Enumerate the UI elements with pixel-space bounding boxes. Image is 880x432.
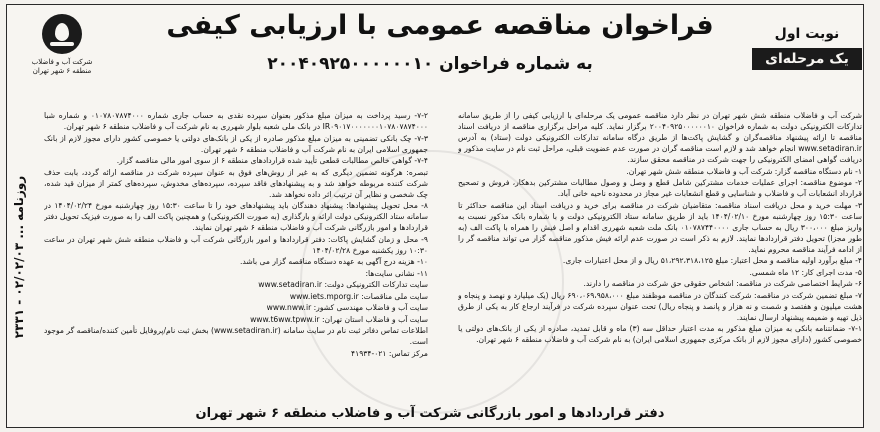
- paragraph: تبصره: هرگونه تضمین دیگری که به غیر از روش‌های فوق به عنوان سپرده شرکت در مناقصه ارائه گردد، بابت حذف شرکت کننده مربوطه خواهد شد و به پیشنهادهای فاقد سپرده، سپرده‌های مخدوش، سپرده‌های کمتر از میزان قید شده، چک شخصی و نظایر آن ترتیب اثر داده نخواهد شد.: [44, 167, 428, 199]
- paragraph: ۷-۱- ضمانتنامه بانکی به میزان مبلغ مذکور به مدت اعتبار حداقل سه (۳) ماه و قابل تمدید، صادره از یکی از بانک‌های دولتی یا خصوصی کشور (دارای مجوز لازم از بانک مرکزی جمهوری اسلامی ایران) به نام شرکت آب و فاضلاب منطقه ۶ شهر تهران.: [458, 324, 862, 344]
- paragraph: اطلاعات تماس دفاتر ثبت نام در سایت سامانه (www.setadiran.ir) بخش ثبت نام/پروفایل تأمین کننده/مناقصه گر موجود است.: [44, 326, 428, 346]
- paragraph: ۹- محل و زمان گشایش پاکات: دفتر قراردادها و امور بازرگانی شرکت آب و فاضلاب منطقه شش شهر تهران در ساعت ۱۰:۳۰ روز یکشنبه مورخ ۱۴۰۴/۰۲/۲۸: [44, 234, 428, 255]
- paragraph: سایت آب و فاضلاب استان تهران: www.t6ww.tpww.ir: [250, 314, 428, 324]
- paragraph: ۷- مبلغ تضمین شرکت در مناقصه: شرکت کنندگان در مناقصه موظفند مبلغ ۶۹۰،۰۶۹،۹۵۸،۰۰۰ ریال (یک میلیارد و نهصد و پنجاه و هشت میلیون و هفتصد و شصت و نه هزار و پانصد و پنجاه ریال) تحت عنوان سپرده شرکت در فرآیند ارجاع کار به یکی از طرق ذیل تهیه و ضمیمه پیشنهاد ارسال نمایند.: [458, 290, 862, 322]
- stage-badge: یک مرحله‌ای: [752, 48, 862, 70]
- paragraph: ۱۰- هزینه درج آگهی به عهده دستگاه مناقصه گزار می باشد.: [239, 257, 428, 266]
- body-column-right: [458, 110, 862, 402]
- paragraph: ۳- مهلت خرید و محل دریافت اسناد مناقصه: متقاضیان شرکت در مناقصه برای خرید و دریافت اسناد این مناقصه حداکثر تا ساعت ۱۵:۳۰ روز چهارشنبه مورخ ۱۴۰۴/۰۲/۱۰ باید از طریق سامانه ستاد الکترونیکی دولت و با شماره بانک مذکور نسبت به واریز مبلغ ۳۰۰،۰۰۰ ریال به حساب جاری ۰۱۰۷۸۷۴۴۰۰۰۰ بانک ملت شعبه شهرری اقدام و اصل فیش را همراه با پاکت الف (به طور مجزا) تحویل دفتر قراردادها نمایند. لازم به ذکر است در صورت عدم ارائه فیش مذکور مناقصه گزار می تواند مناقصه گر را از ادامه فرآیند مناقصه محروم نماید.: [458, 200, 862, 254]
- newspaper-date: روزنامه ... ۰۲/۰۲/۰۳ - ۲۳۳۱: [12, 175, 26, 339]
- logo-caption: شرکت آب و فاضلاب منطقه ۶ شهر تهران: [31, 58, 93, 75]
- announcement-title: فراخوان مناقصه عمومی با ارزیابی کیفی: [166, 10, 714, 41]
- paragraph: ۱- نام دستگاه مناقصه گزار: شرکت آب و فاضلاب منطقه شش شهر تهران.: [626, 166, 862, 176]
- paragraph: ۴- مبلغ برآورد اولیه مناقصه و محل اعتبار: مبلغ ۵۱،۲۹۲،۳۱۸،۱۲۵ ریال و از محل اعتبارات جاری.: [562, 256, 862, 265]
- paragraph: سایت تدارکات الکترونیکی دولت: www.setadiran.ir: [258, 280, 428, 289]
- paragraph: ۶- شرایط اختصاصی شرکت در مناقصه: اشخاص حقوقی حق شرکت در مناقصه را دارند.: [583, 279, 862, 288]
- issuer-footer: دفتر قراردادها و امور بازرگانی شرکت آب و فاضلاب منطقه ۶ شهر تهران: [195, 406, 665, 421]
- paragraph: ۱۱- نشانی سایت‌ها:: [365, 268, 428, 278]
- paragraph: ۷-۴- گواهی خالص مطالبات قطعی تأیید شده قراردادهای منطقه ۶ از سوی امور مالی مناقصه گزار.: [116, 156, 428, 165]
- side-margin: [4, 110, 32, 410]
- paragraph: ۷-۳- چک بانکی تضمینی به میزان مبلغ مذکور صادره از یکی از بانک‌های دولتی یا خصوصی کشور دارای مجوز لازم از بانک جمهوری اسلامی ایران به نام شرکت آب و فاضلاب منطقه ۶ شهر تهران.: [44, 133, 428, 154]
- paragraph: ۲- موضوع مناقصه: اجرای عملیات خدمات مشترکین شامل قطع و وصل و وصول مطالبات مشترکین بدهکار، فروش و تصحیح قرارداد انشعابات آب و فاضلاب و شناسایی و قطع انشعابات غیر مجاز در محدوده ناحیه خانی آباد.: [458, 178, 862, 198]
- paragraph: ۷-۲- رسید پرداخت به میزان مبلغ مذکور بعنوان سپرده نقدی به حساب جاری شماره ۰۱۰۷۸۰۷۸۷۴۰۰۰ و شماره شبا IR۰۹۰۱۷۰۰۰۰۰۰۰۱۰۷۸۰۷۸۷۴۰۰۰ در بانک ملی شعبه بلوار شهرری به نام شرکت آب و فاضلاب منطقه ۶ شهر تهران.: [44, 111, 428, 131]
- body-column-left: [44, 110, 428, 402]
- round-label: نوبت اول: [774, 26, 840, 42]
- call-number: به شماره فراخوان ۲۰۰۴۰۹۲۵۰۰۰۰۰۰۱۰: [267, 54, 593, 74]
- paragraph: شرکت آب و فاضلاب منطقه شش شهر تهران در نظر دارد مناقصه عمومی یک مرحله‌ای با ارزیابی کیفی را از طریق سامانه تدارکات الکترونیکی دولت به شماره فراخوان ۲۰۰۴۰۹۲۵۰۰۰۰۰۰۱۰ برگزار نماید. کلیه مراحل برگزاری مناقصه از دریافت اسناد مناقصه تا ارائه پیشنهاد مناقصه‌گران و گشایش پاکت‌ها از طریق درگاه سامانه تدارکات الکترونیکی دولت (ستاد) به آدرس www.setadiran.ir انجام خواهد شد و لازم است مناقصه گران در صورت عدم عضویت قبلی، مراحل ثبت نام در سایت مذکور و دریافت گواهی امضای الکترونیکی را جهت شرکت در مناقصه محقق سازند.: [458, 111, 862, 164]
- water-drop-icon: [42, 14, 82, 54]
- paragraph: سایت ملی مناقصات: www.iets.mporg.ir: [289, 291, 428, 301]
- company-logo: [26, 14, 98, 94]
- paragraph: ۵- مدت اجرای کار: ۱۲ ماه شمسی.: [749, 267, 862, 277]
- paragraph: سایت آب و فاضلاب مهندسی کشور: www.nww.ir: [266, 303, 428, 312]
- paragraph: مرکز تماس: ۰۲۱-۴۱۹۳۴: [351, 348, 428, 358]
- round-info: [752, 26, 862, 70]
- paragraph: ۸- محل تحویل پیشنهادها: پیشنهاد دهندگان باید پیشنهادهای خود را تا ساعت ۱۵:۳۰ روز چهارشنبه مورخ ۱۴۰۴/۰۲/۲۴ در سامانه ستاد الکترونیکی دولت ارائه و بارگذاری (به صورت الکترونیکی) و همچنین پاکت الف را به صورت فیزیک تحویل دفتر قراردادها و امور بازرگانی شرکت آب و فاضلاب منطقه ۶ شهر تهران نمایند.: [44, 201, 428, 232]
